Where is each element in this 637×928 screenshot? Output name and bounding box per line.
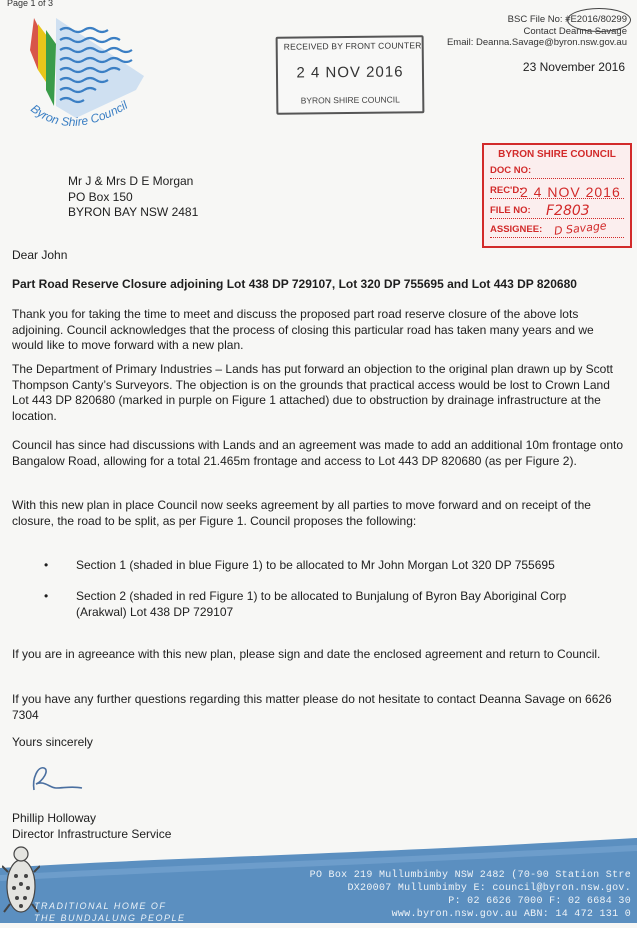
address-line: PO Box 150	[68, 189, 133, 204]
paragraph: If you have any further questions regarding this matter please do not hesitate to contact Deanna Savage on 6626 7304	[12, 692, 612, 722]
traditional-line: THE BUNDJALUNG PEOPLE	[34, 913, 186, 923]
bullet-dot: •	[44, 558, 49, 572]
letter-date: 23 November 2016	[522, 60, 625, 74]
received-stamp	[276, 35, 425, 115]
council-logo-graphic	[16, 10, 166, 140]
paragraph: If you are in agreeance with this new plan, please sign and date the enclosed agreement and return to Council.	[12, 647, 601, 661]
assignee-handwritten: D Savage	[553, 219, 608, 238]
bullet-dot: •	[44, 589, 49, 603]
received-stamp-date: 2 4 NOV 2016	[296, 63, 404, 82]
paragraph: Council has since had discussions with Lands and an agreement was made to add an additional 10m frontage onto Bangalow Road, allowing for a total 21.465m frontage and access to Lot 443 DP 820680 (as per Figure 2).	[12, 438, 624, 468]
page-number: Page 1 of 3	[7, 0, 54, 8]
file-number-circle	[567, 8, 631, 32]
footer-phone: P: 02 6626 7000 F: 02 6684 30	[448, 896, 631, 907]
signer-title: Director Infrastructure Service	[12, 826, 172, 841]
contact-email[interactable]: Email: Deanna.Savage@byron.nsw.gov.au	[446, 37, 627, 48]
assignee-label: ASSIGNEE:	[490, 224, 543, 235]
paragraph: With this new plan in place Council now seeks agreement by all parties to move forward and on receipt of the closure, the road to be split, as per Figure 1. Council proposes the following:	[12, 498, 591, 528]
bullet-item: Section 2 (shaded in red Figure 1) to be allocated to Bunjalung of Byron Bay Aboriginal Corp (Arakwal) Lot 438 DP 729107	[76, 589, 567, 619]
footer-email: DX20007 Mullumbimby E: council@byron.nsw.gov.	[347, 883, 631, 894]
signer-name: Phillip Holloway	[12, 811, 97, 825]
recipient-address	[68, 174, 198, 221]
signature	[20, 758, 90, 798]
contact-name: Contact Deanna Savage	[523, 25, 627, 37]
paragraph: Thank you for taking the time to meet and discuss the proposed part road reserve closure of the above lots adjoining. Council acknowledges that the process of closing this particular road has taken many years and we would like to move forward with a new plan.	[12, 307, 594, 352]
bullet-item: Section 1 (shaded in blue Figure 1) to be allocated to Mr John Morgan Lot 320 DP 755695	[76, 558, 555, 572]
logo-text: Byron Shire Council	[28, 97, 130, 130]
file-number: BSC File No: #E2016/80299	[507, 14, 627, 25]
received-stamp-top: RECEIVED BY FRONT COUNTER	[283, 40, 422, 52]
traditional-line: TRADITIONAL HOME OF	[34, 901, 167, 911]
file-no-handwritten: F2803	[546, 203, 590, 219]
closing: Yours sincerely	[12, 735, 93, 749]
file-info	[447, 14, 627, 49]
recd-label: REC'D:	[490, 185, 523, 196]
council-logo	[16, 10, 166, 140]
letter-heading: Part Road Reserve Closure adjoining Lot 438 DP 729107, Lot 320 DP 755695 and Lot 443 DP 820680	[12, 277, 577, 291]
file-no-label: FILE NO:	[490, 205, 531, 216]
footer-address: PO Box 219 Mullumbimby NSW 2482 (70-90 Station Stre	[309, 870, 631, 881]
council-records-stamp	[482, 143, 632, 248]
paragraph: The Department of Primary Industries – Lands has put forward an objection to the original plan drawn up by Scott Thompson Canty’s Surveyors. The objection is on the grounds that practical access would be lost to Crown Land Lot 443 DP 820680 (marked in purple on Figure 1 attached) due to obstruction by drainage infrastructure at the location.	[12, 362, 613, 423]
doc-no-label: DOC NO:	[490, 165, 532, 176]
address-line: BYRON BAY NSW 2481	[68, 205, 199, 219]
salutation: Dear John	[12, 248, 68, 262]
address-line: Mr J & Mrs D E Morgan	[68, 174, 194, 188]
footer-website: www.byron.nsw.gov.au ABN: 14 472 131 0	[391, 909, 631, 920]
traditional-owners-text	[34, 900, 186, 924]
stamp-header: BYRON SHIRE COUNCIL	[498, 149, 616, 160]
recd-date: 2 4 NOV 2016	[520, 184, 621, 200]
received-stamp-bottom: BYRON SHIRE COUNCIL	[300, 94, 400, 106]
